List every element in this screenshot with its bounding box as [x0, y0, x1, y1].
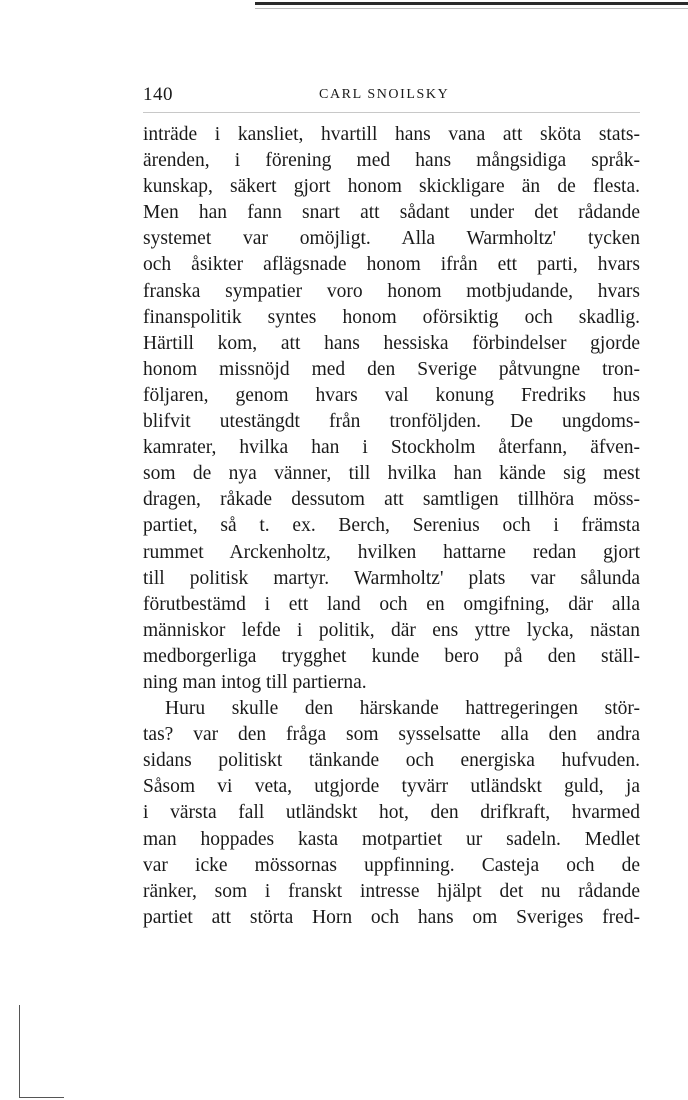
text-line: systemet var omöjligt. Alla Warmholtz' tycken [143, 228, 640, 250]
running-head [143, 84, 640, 106]
text-line: i värsta fall utländskt hot, den drifkraft, hvarmed [143, 802, 640, 824]
text-line: inträde i kansliet, hvartill hans vana att sköta stats- [143, 124, 640, 145]
page-number: 140 [143, 84, 173, 105]
text-line: var icke mössornas uppfinning. Casteja och de [143, 854, 640, 876]
text-line: finanspolitik syntes honom oförsiktig och skadlig. [143, 306, 640, 328]
text-line: förutbestämd i ett land och en omgifning, där alla [143, 593, 640, 615]
top-edge-rule-thin [255, 8, 688, 9]
scan-margin-line [19, 1005, 20, 1098]
text-line: kunskap, säkert gjort honom skickligare än de flesta. [143, 176, 640, 198]
text-line: honom missnöjd med den Sverige påtvungne tron- [143, 358, 640, 380]
running-title: CARL SNOILSKY [319, 87, 450, 102]
text-line: ning man intog till partierna. [143, 671, 367, 693]
body-text [143, 122, 640, 931]
text-line: medborgerliga trygghet kunde bero på den ställ- [143, 645, 640, 667]
text-line: Härtill kom, att hans hessiska förbindelser gjorde [143, 332, 640, 354]
text-line: blifvit utestängdt från tronföljden. De ungdoms- [143, 411, 640, 433]
text-line: som de nya vänner, till hvilka han kände sig mest [143, 463, 640, 485]
text-line: till politisk martyr. Warmholtz' plats var sålunda [143, 567, 640, 589]
text-line: partiet, så t. ex. Berch, Serenius och i främsta [143, 515, 640, 537]
paragraph-1 [143, 122, 640, 696]
text-line: tas? var den fråga som sysselsatte alla den andra [143, 724, 640, 746]
text-line: ränker, som i franskt intresse hjälpt det nu rådande [143, 880, 640, 902]
top-edge-rule [255, 2, 688, 5]
text-line: och åsikter aflägsnade honom ifrån ett parti, hvars [143, 254, 640, 276]
text-line: sidans politiskt tänkande och energiska hufvuden. [143, 750, 640, 772]
text-line: rummet Arckenholtz, hvilken hattarne redan gjort [143, 541, 640, 563]
header-rule [143, 112, 640, 113]
text-line: man hoppades kasta motpartiet ur sadeln. Medlet [143, 828, 640, 850]
text-line: partiet att störta Horn och hans om Sveriges fred- [143, 906, 640, 928]
text-line: människor lefde i politik, där ens yttre lycka, nästan [143, 619, 640, 641]
scan-bottom-mark [19, 1097, 64, 1098]
text-line: Huru skulle den härskande hattregeringen stör- [165, 698, 640, 720]
text-line: ärenden, i förening med hans mångsidiga språk- [143, 150, 640, 172]
text-line: Men han fann snart att sådant under det rådande [143, 202, 640, 224]
text-line: kamrater, hvilka han i Stockholm återfann, äfven- [143, 437, 640, 459]
text-line: dragen, råkade dessutom att samtligen tillhöra möss- [143, 489, 640, 511]
paragraph-2 [143, 696, 640, 931]
text-line: Såsom vi veta, utgjorde tyvärr utländskt guld, ja [143, 776, 640, 798]
text-line: franska sympatier voro honom motbjudande, hvars [143, 280, 640, 302]
text-line: följaren, genom hvars val konung Fredriks hus [143, 384, 640, 406]
